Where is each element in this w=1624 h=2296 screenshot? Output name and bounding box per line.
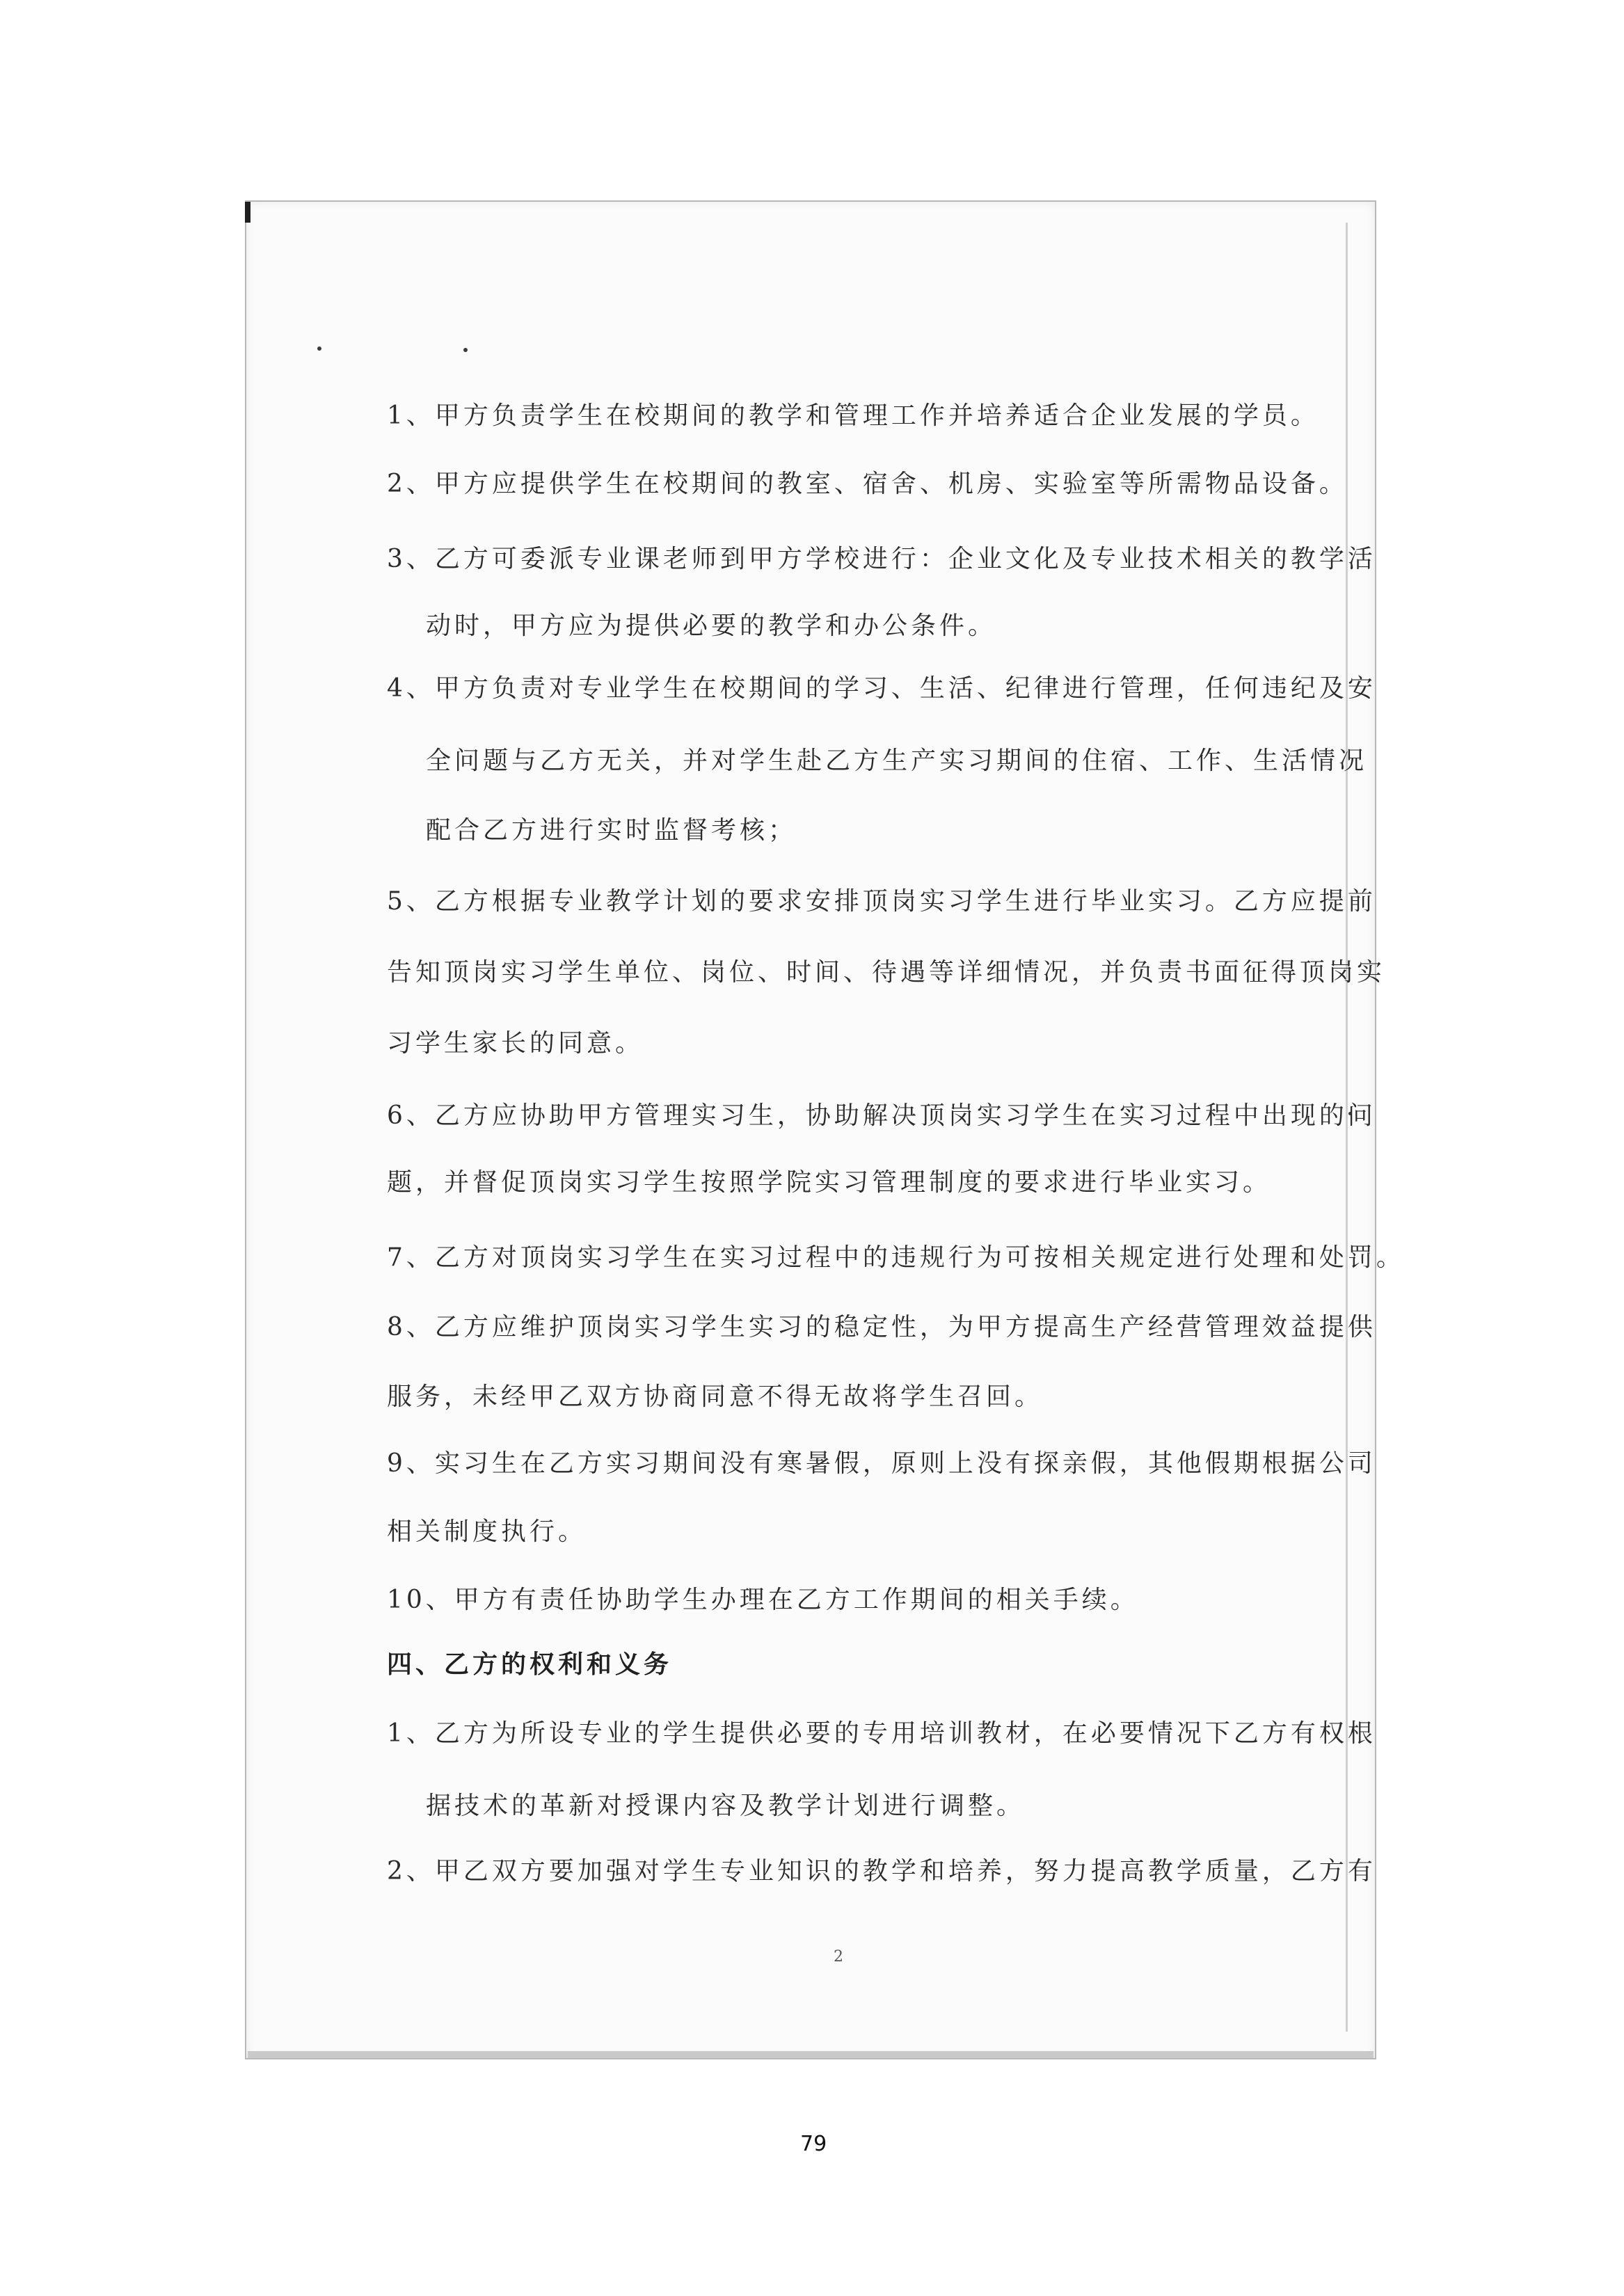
doc-line-3: 3、乙方可委派专业课老师到甲方学校进行：企业文化及专业技术相关的教学活 bbox=[387, 545, 1376, 573]
doc-line-8: 5、乙方根据专业教学计划的要求安排顶岗实习学生进行毕业实习。乙方应提前 bbox=[387, 887, 1376, 916]
doc-line-18: 10、甲方有责任协助学生办理在乙方工作期间的相关手续。 bbox=[387, 1586, 1139, 1614]
doc-line-13: 7、乙方对顶岗实习学生在实习过程中的违规行为可按相关规定进行处理和处罚。 bbox=[387, 1243, 1405, 1272]
scan-page-number: 2 bbox=[834, 1948, 843, 1966]
doc-line-17: 相关制度执行。 bbox=[387, 1517, 587, 1546]
scan-edge-mark bbox=[245, 202, 250, 223]
doc-line-9: 告知顶岗实习学生单位、岗位、时间、待遇等详细情况，并负责书面征得顶岗实 bbox=[387, 958, 1386, 987]
doc-line-2: 2、甲方应提供学生在校期间的教室、宿舍、机房、实验室等所需物品设备。 bbox=[387, 470, 1348, 498]
doc-line-21: 据技术的革新对授课内容及教学计划进行调整。 bbox=[426, 1792, 1026, 1820]
scan-speck bbox=[463, 348, 468, 352]
doc-line-12: 题，并督促顶岗实习学生按照学院实习管理制度的要求进行毕业实习。 bbox=[387, 1168, 1272, 1197]
section-heading: 四、乙方的权利和义务 bbox=[387, 1650, 673, 1679]
doc-line-7: 配合乙方进行实时监督考核； bbox=[426, 816, 797, 845]
doc-line-10: 习学生家长的同意。 bbox=[387, 1029, 644, 1058]
doc-line-20: 1、乙方为所设专业的学生提供必要的专用培训教材，在必要情况下乙方有权根 bbox=[387, 1719, 1376, 1748]
scan-speck bbox=[317, 346, 321, 351]
doc-line-15: 服务，未经甲乙双方协商同意不得无故将学生召回。 bbox=[387, 1382, 1044, 1411]
doc-line-6: 全问题与乙方无关，并对学生赴乙方生产实习期间的住宿、工作、生活情况 bbox=[426, 747, 1368, 775]
doc-line-16: 9、实习生在乙方实习期间没有寒暑假，原则上没有探亲假，其他假期根据公司 bbox=[387, 1449, 1376, 1478]
doc-line-22: 2、甲乙双方要加强对学生专业知识的教学和培养，努力提高教学质量，乙方有 bbox=[387, 1857, 1376, 1886]
doc-line-14: 8、乙方应维护顶岗实习学生实习的稳定性，为甲方提高生产经营管理效益提供 bbox=[387, 1313, 1376, 1341]
page-number: 79 bbox=[800, 2132, 827, 2156]
doc-line-5: 4、甲方负责对专业学生在校期间的学习、生活、纪律进行管理，任何违纪及安 bbox=[387, 674, 1376, 703]
doc-line-1: 1、甲方负责学生在校期间的教学和管理工作并培养适合企业发展的学员。 bbox=[387, 401, 1319, 430]
scan-bottom-edge bbox=[248, 2051, 1374, 2058]
doc-line-4: 动时，甲方应为提供必要的教学和办公条件。 bbox=[426, 612, 997, 640]
doc-line-11: 6、乙方应协助甲方管理实习生，协助解决顶岗实习学生在实习过程中出现的问 bbox=[387, 1101, 1376, 1130]
